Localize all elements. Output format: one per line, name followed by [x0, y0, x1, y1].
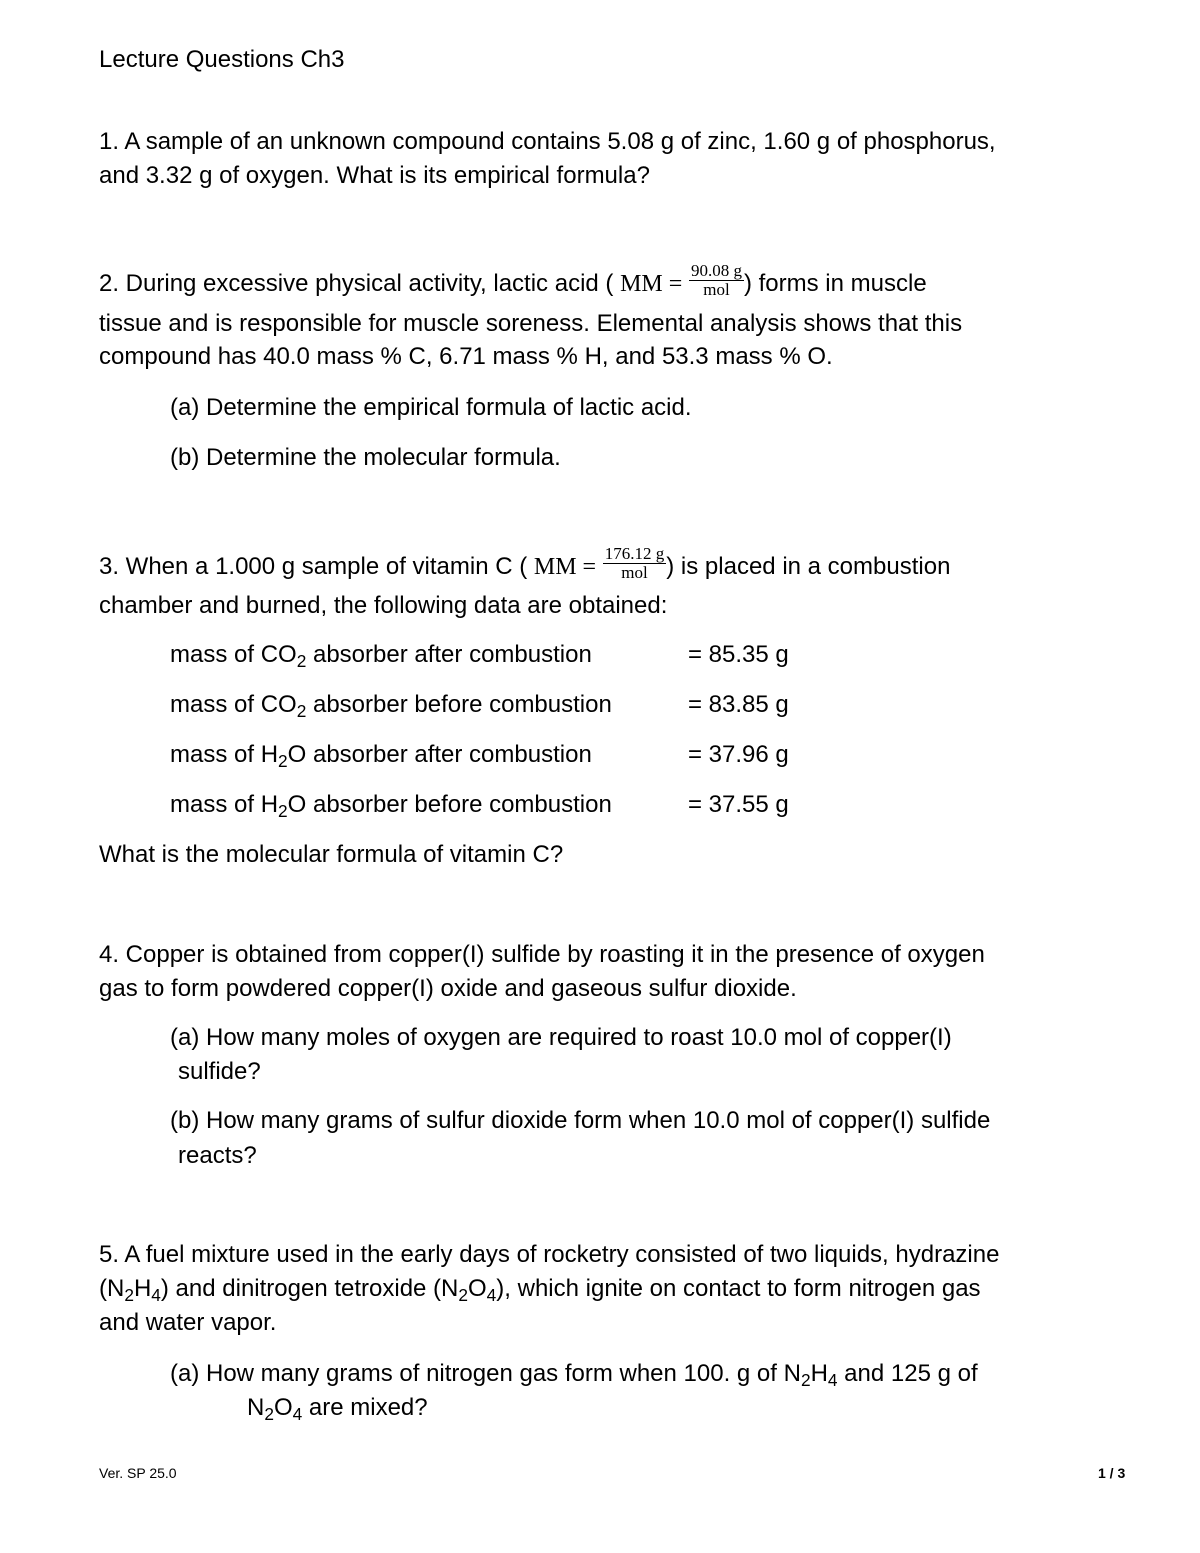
q3-line-2: chamber and burned, the following data are obtained:	[99, 592, 668, 619]
row-label: mass of H	[170, 791, 279, 818]
q2-line-3: compound has 40.0 mass % C, 6.71 mass % H, and 53.3 mass % O.	[99, 343, 833, 370]
row-label-rest: absorber before combustion	[306, 691, 612, 718]
q5a-subscript: 2	[264, 1403, 274, 1424]
q2-mm-numerator: 90.08 g	[690, 261, 742, 280]
q3-data-row	[170, 740, 592, 770]
q3-line-1	[99, 544, 951, 586]
q4-part-a-line-1: (a) How many moles of oxygen are required to roast 10.0 mol of copper(I)	[170, 1024, 952, 1051]
row-label: mass of CO	[170, 641, 297, 668]
q5-text: H	[133, 1275, 152, 1302]
q3-data-value: = 85.35 g	[688, 641, 789, 668]
row-label: mass of CO	[170, 691, 297, 718]
q5a-text: O	[273, 1394, 293, 1421]
q4-part-b-line-2: reacts?	[178, 1142, 257, 1169]
q5-line-3: and water vapor.	[99, 1309, 277, 1336]
q5-subscript: 4	[486, 1284, 497, 1305]
q2-line-1	[99, 261, 927, 303]
q5a-text: H	[810, 1360, 828, 1387]
q5a-text: and 125 g of	[837, 1360, 978, 1387]
q5a-text: (a) How many grams of nitrogen gas form when 100. g of N	[170, 1360, 801, 1387]
q2-molar-mass-fraction	[689, 262, 744, 299]
q5a-subscript: 4	[292, 1403, 303, 1424]
q3-tail: ) is placed in a combustion	[666, 552, 951, 580]
q5a-text: N	[247, 1394, 265, 1421]
q5-subscript: 2	[124, 1284, 134, 1305]
q4-line-2: gas to form powdered copper(I) oxide and gaseous sulfur dioxide.	[99, 975, 797, 1002]
q3-mm-label: MM =	[533, 553, 597, 580]
q3-data-value: = 83.85 g	[688, 691, 789, 718]
q5-line-2	[99, 1274, 981, 1304]
footer-page-number: 1 / 3	[1098, 1465, 1126, 1481]
q5-text: ) and dinitrogen tetroxide (N	[160, 1275, 459, 1302]
q5-part-a-line-2	[247, 1393, 428, 1423]
q2-mm-label: MM =	[620, 270, 683, 297]
q4-part-a-line-2: sulfide?	[178, 1058, 261, 1085]
q5-text: ), which ignite on contact to form nitrogen gas	[496, 1275, 981, 1302]
q3-data-value: = 37.96 g	[688, 741, 789, 768]
q5a-subscript: 4	[827, 1369, 838, 1390]
q3-data-row	[170, 790, 612, 820]
row-label-rest: O absorber before combustion	[287, 791, 612, 818]
row-subscript: 2	[278, 750, 288, 771]
q2-lead: 2. During excessive physical activity, lactic acid (	[99, 269, 614, 297]
q5-text: (N	[99, 1275, 125, 1302]
q2-part-b: (b) Determine the molecular formula.	[170, 444, 561, 471]
row-label: mass of H	[170, 741, 279, 768]
q1-line-1: 1. A sample of an unknown compound contains 5.08 g of zinc, 1.60 g of phosphorus,	[99, 128, 996, 155]
row-label-rest: absorber after combustion	[306, 641, 592, 668]
q5a-subscript: 2	[800, 1369, 811, 1390]
q3-mm-denominator: mol	[603, 563, 667, 582]
q2-tail: ) forms in muscle	[743, 269, 927, 297]
page-title: Lecture Questions Ch3	[99, 46, 345, 73]
q5-line-1: 5. A fuel mixture used in the early days of rocketry consisted of two liquids, hydrazine	[99, 1241, 1000, 1268]
q2-line-2: tissue and is responsible for muscle soreness. Elemental analysis shows that this	[99, 310, 963, 337]
q2-mm-denominator: mol	[689, 280, 744, 299]
row-subscript: 2	[296, 700, 307, 721]
q3-molar-mass-fraction	[603, 545, 667, 582]
q2-part-a: (a) Determine the empirical formula of lactic acid.	[170, 394, 692, 421]
q1-line-2: and 3.32 g of oxygen. What is its empirical formula?	[99, 162, 650, 189]
q3-data-row	[170, 640, 592, 670]
footer-version: Ver. SP 25.0	[99, 1465, 177, 1481]
row-subscript: 2	[278, 800, 288, 821]
q4-part-b-line-1: (b) How many grams of sulfur dioxide form when 10.0 mol of copper(I) sulfide	[170, 1107, 991, 1134]
q5-part-a-line-1	[170, 1359, 978, 1389]
q5a-text: are mixed?	[302, 1394, 428, 1421]
q5-subscript: 4	[151, 1284, 161, 1305]
q3-data-value: = 37.55 g	[688, 791, 789, 818]
row-label-rest: O absorber after combustion	[287, 741, 592, 768]
q5-subscript: 2	[458, 1284, 468, 1305]
q3-lead: 3. When a 1.000 g sample of vitamin C (	[99, 552, 528, 580]
row-subscript: 2	[296, 650, 307, 671]
q3-question: What is the molecular formula of vitamin C?	[99, 841, 564, 868]
q5-text: O	[468, 1275, 487, 1302]
q4-line-1: 4. Copper is obtained from copper(I) sulfide by roasting it in the presence of oxygen	[99, 941, 985, 968]
q3-data-row	[170, 690, 612, 720]
q3-mm-numerator: 176.12 g	[604, 544, 665, 563]
